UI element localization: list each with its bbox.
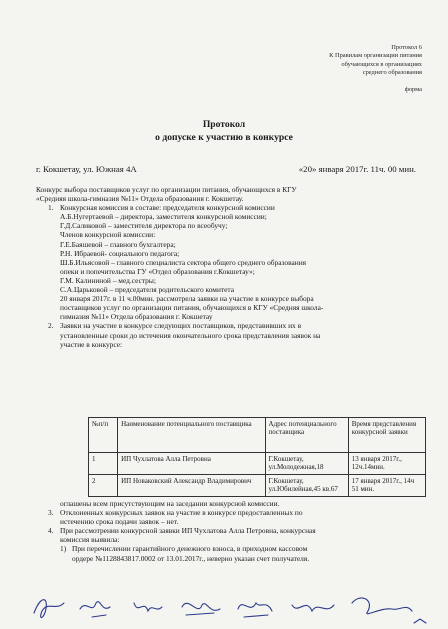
item-text: Конкурсная комиссия в составе: председателя конкурсной комиссии (60, 203, 275, 213)
column-header: Адрес потенциального поставщика (265, 418, 348, 453)
item-number: 2. (48, 321, 54, 331)
meeting-place: г. Кокшетау, ул. Южная 4А (36, 164, 137, 174)
column-header: Время представления конкурсной заявки (348, 418, 425, 453)
item-line: Г.Е.Баяшевой – главного бухгалтера; (60, 239, 176, 249)
table-cell: ИП Новаковский Александр Владимирович (118, 474, 265, 496)
table-cell: Г.Кокшетау, ул.Юбилейная,45 кв.67 (265, 474, 348, 496)
item-number: 4. (48, 526, 54, 536)
item-text: Отклоненных конкурсных заявок на участие в конкурсе предоставленных по (60, 508, 303, 518)
item-line: Г.М. Калининой – мед.сестры; (60, 275, 156, 285)
item-line: гимназия №11» Отдела образования г. Кокшетау (60, 312, 213, 322)
header-form-label: форма (404, 85, 422, 93)
meeting-date: «20» января 2017г. 11ч. 00 мин. (298, 164, 416, 174)
signatures (30, 589, 430, 629)
suppliers-table (88, 417, 426, 497)
table-cell: ИП Чухлатова Алла Петровна (118, 453, 265, 475)
item-line: поставщиков услуг по организации питания, обучающихся в КГУ «Средняя школа- (60, 303, 324, 313)
intro-line: «Средняя школа-гимназия №11» Отдела образования г. Кокшетау. (36, 194, 244, 204)
item-line: Р.Н. Ибраевой- социального педагога; (60, 248, 180, 258)
item-number: 1) (60, 544, 67, 554)
item-line: опеки и попечительства ГУ «Отдел образования г.Кокшетау»; (60, 266, 255, 276)
item-number: 1. (48, 203, 54, 213)
table-header-row (89, 418, 426, 453)
column-header: Наименование потенциального поставщика (118, 418, 265, 453)
document-header (222, 44, 422, 94)
table-cell: 1 (89, 453, 118, 475)
item-text: Заявки на участие в конкурсе следующих поставщиков, представивших их в (60, 321, 302, 331)
item-line (36, 203, 416, 212)
table-row (89, 474, 426, 496)
item-line (36, 321, 416, 330)
header-line: обучающихся в организациях (341, 60, 422, 68)
table-row (89, 453, 426, 475)
signature-4 (182, 603, 220, 615)
header-line: К Правилам организации питания (329, 52, 422, 60)
item-number: 3. (48, 508, 54, 518)
column-header: №п/п (89, 418, 118, 453)
item-line: С.А.Царьковой – председателя родительского комитета (60, 285, 235, 295)
item-line (36, 508, 416, 517)
item-text: При перечислении гарантийного денежного взноса, в приходном кассовом (72, 544, 308, 554)
item-line: Членов конкурсной комиссии: (60, 230, 156, 240)
intro-line: Конкурс выбора поставщиков услуг по организации питания, обучающихся в КГУ (36, 185, 297, 194)
protocol-body-continued (36, 499, 416, 563)
item-line: установленные сроки до истечения окончательного срока представления заявок на (60, 330, 321, 340)
item-line: участие в конкурсе: (60, 339, 123, 349)
signature-5 (238, 603, 272, 617)
item-line: истечению срока подачи заявок – нет. (60, 517, 179, 527)
table-cell: 17 января 2017г., 14ч 51 мин. (348, 474, 425, 496)
page-number-mark (414, 619, 426, 623)
item-line: Г.Д.Саликовой – заместителя директора по всеобучу; (60, 221, 228, 231)
item-text: При рассмотрении конкурсной заявки ИП Чухлатова Алла Петровна, конкурсная (60, 526, 316, 536)
page-title: Протокол (202, 119, 246, 130)
item-line: Ш.Б.Ильясовой – главного специалиста сектора общего среднего образования (60, 257, 307, 267)
header-line: Протокол 6 (391, 44, 422, 51)
signature-2 (80, 602, 110, 617)
item-line (36, 526, 416, 535)
signature-3 (134, 603, 162, 611)
item-line: ордере №1128843817.0002 от 13.01.2017г., неверно указан счет получателя. (72, 553, 310, 563)
signature-7 (352, 598, 412, 614)
header-line: среднего образования (362, 69, 422, 77)
item-line (36, 544, 416, 553)
table-cell: 13 января 2017г., 12ч.14мин. (348, 453, 425, 475)
item-line: комиссия выявила: (60, 535, 120, 545)
item-line: оглашены всем присутствующим на заседании конкурсной комиссии. (60, 499, 280, 508)
page-subtitle: о допуске к участию в конкурсе (155, 132, 293, 143)
item-line: 20 января 2017г. в 11 ч.00мин. рассмотрела заявки на участие в конкурсе выбора (60, 294, 314, 304)
signature-6 (292, 605, 334, 611)
signature-1 (34, 600, 64, 618)
table-cell: 2 (89, 474, 118, 496)
table-cell: Г.Кокшетау, ул.Молодежная,18 (265, 453, 348, 475)
protocol-body (36, 185, 416, 349)
item-line: А.Б.Нугертаевой – директора, заместителя конкурсной комиссии; (60, 212, 267, 222)
